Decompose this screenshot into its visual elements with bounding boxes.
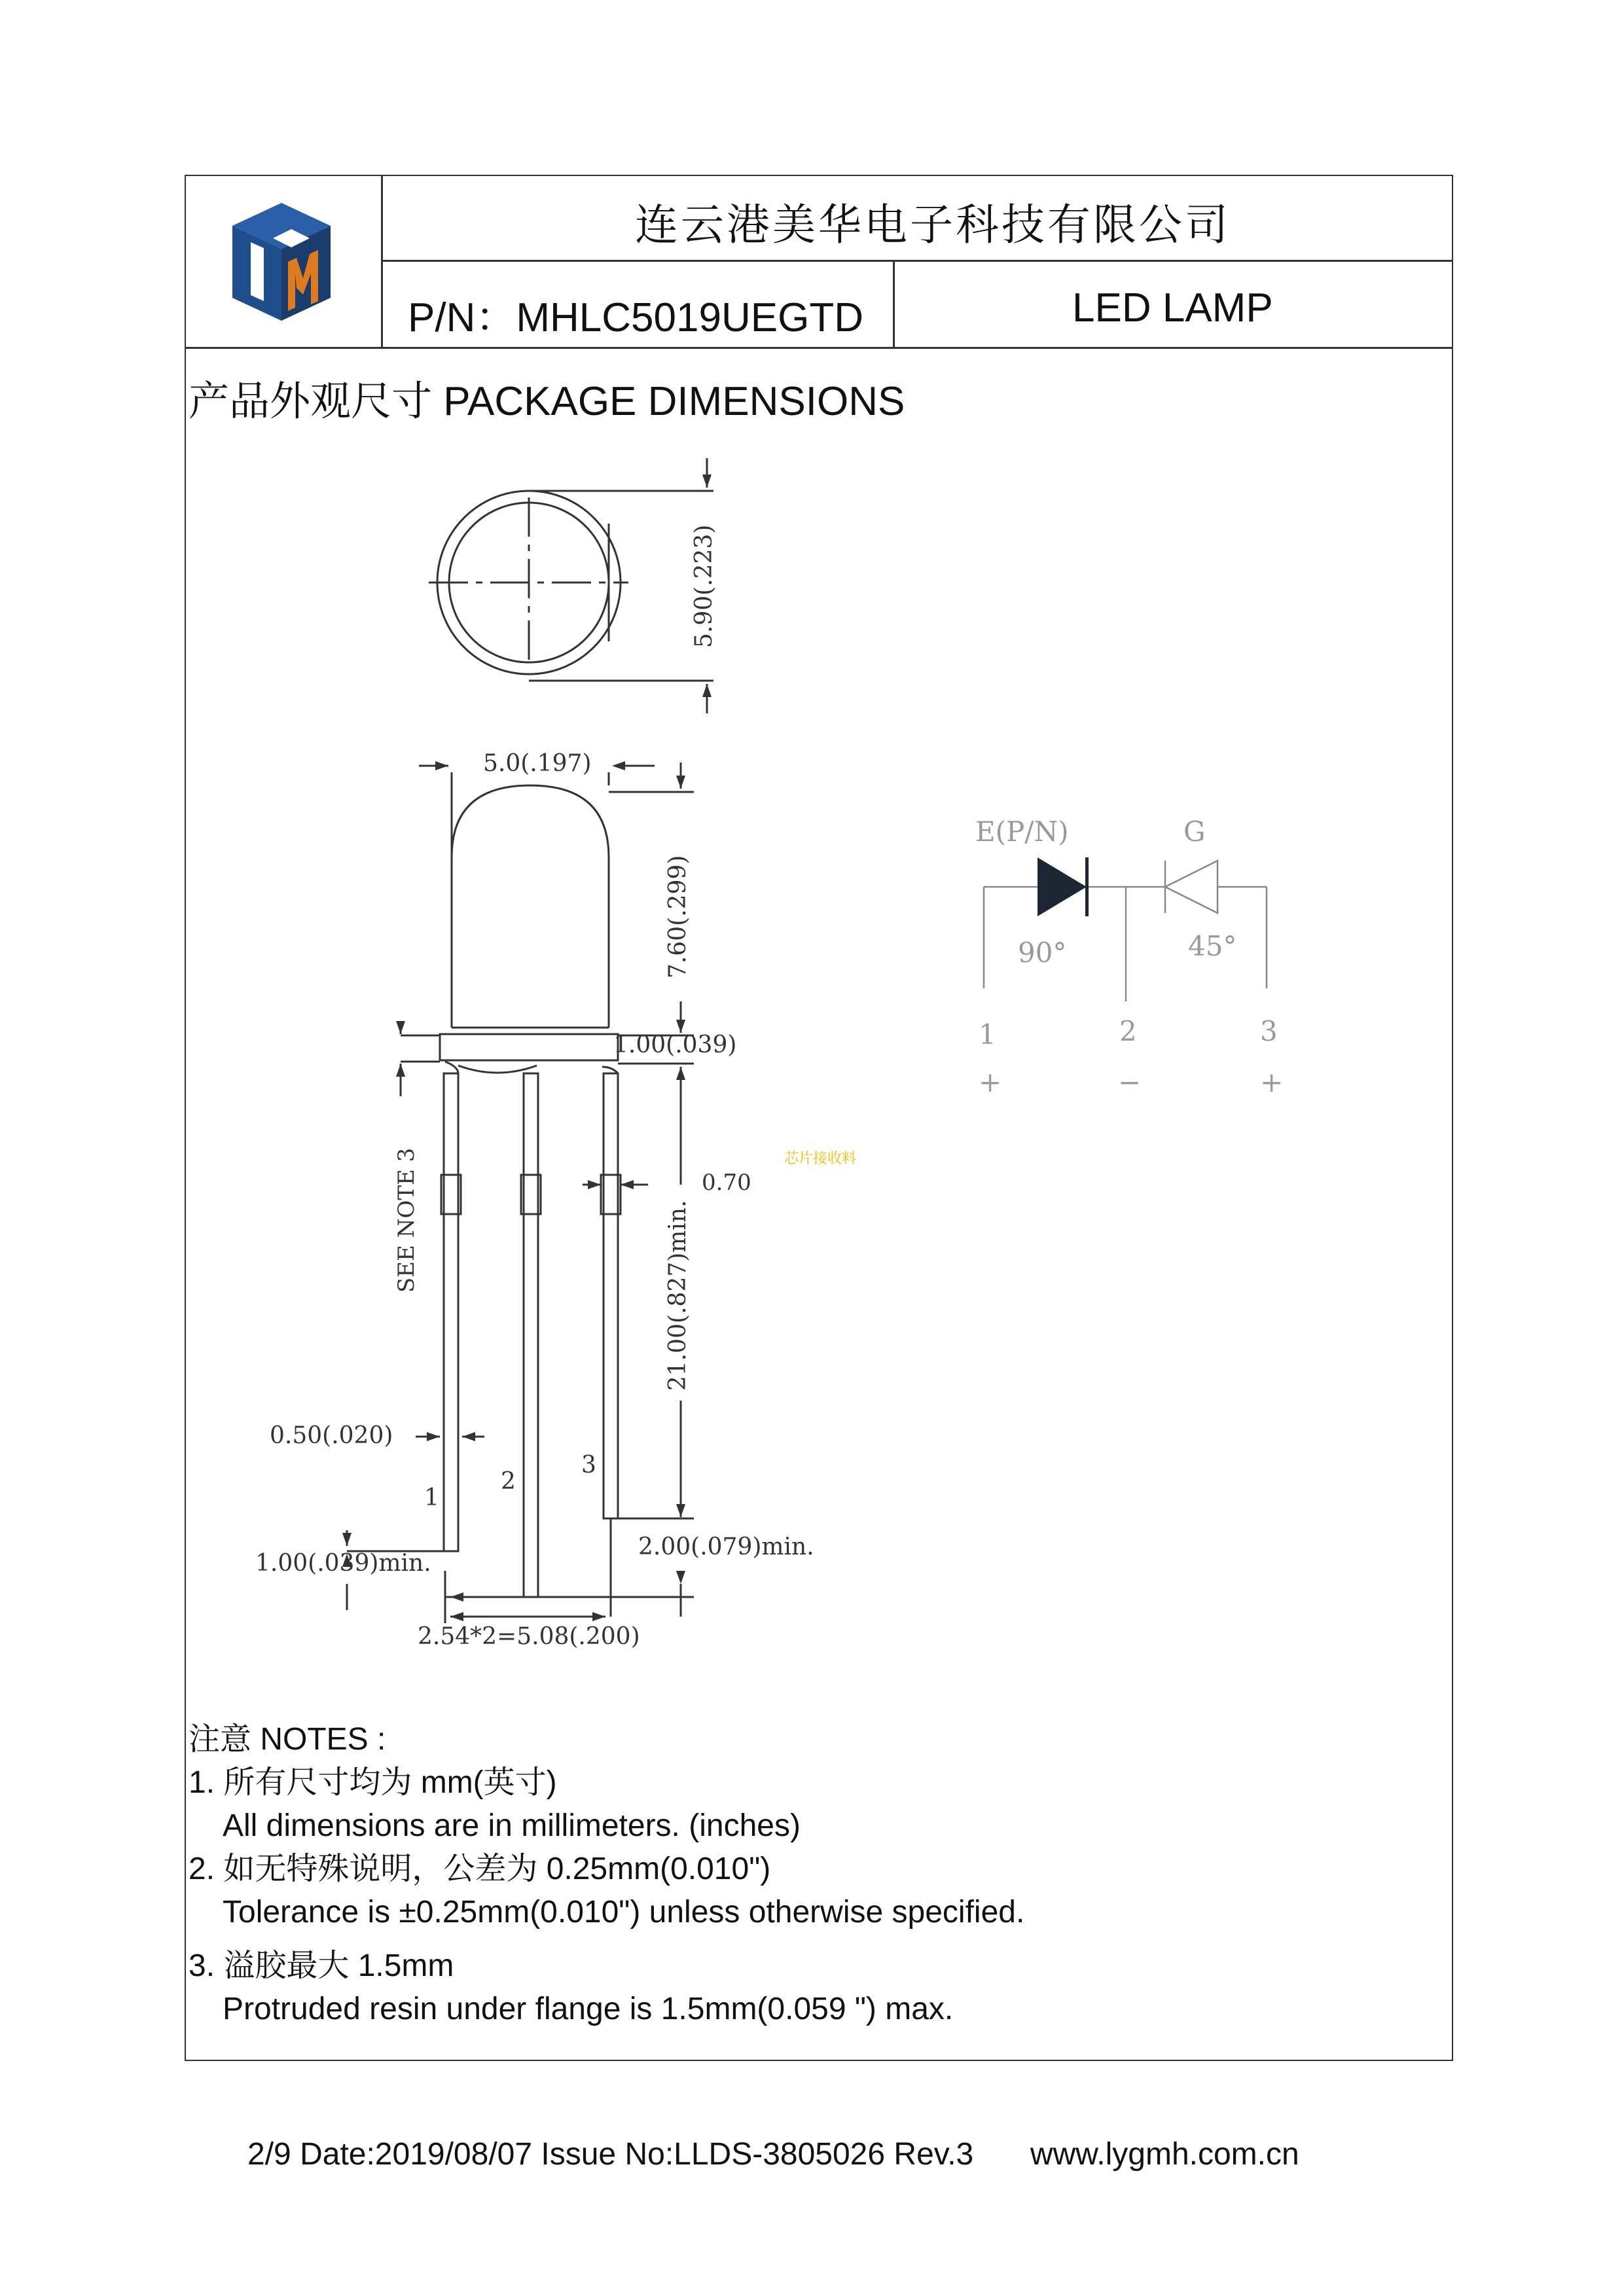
circuit-sign-3: + <box>1260 1066 1284 1098</box>
diode-e-symbol <box>1038 857 1089 916</box>
circuit-angle-e: 90° <box>1018 937 1067 969</box>
circuit-angle-g: 45° <box>1188 930 1237 962</box>
note-1-cn: 1. 所有尺寸均为 mm(英寸) <box>189 1765 557 1800</box>
note-2-cn: 2. 如无特殊说明，公差为 0.25mm(0.010") <box>189 1852 771 1886</box>
circuit-pin-3: 3 <box>1260 1015 1278 1047</box>
company-name: 连云港美华电子科技有限公司 <box>635 200 1231 250</box>
section-title: 产品外观尺寸 PACKAGE DIMENSIONS <box>189 379 905 424</box>
circuit-pin-2: 2 <box>1119 1015 1137 1047</box>
page-footer <box>247 2136 1299 2172</box>
see-note-3: SEE NOTE 3 <box>393 1147 420 1293</box>
pin-1-label: 1 <box>424 1484 439 1511</box>
note-1-en: All dimensions are in millimeters. (inches) <box>223 1808 801 1843</box>
notes-block <box>189 1718 1024 2031</box>
note-3-en: Protruded resin under flange is 1.5mm(0.059 ") max. <box>223 1992 954 2026</box>
dim-top-height: 5.90(.223) <box>691 524 717 648</box>
note-3-cn: 3. 溢胶最大 1.5mm <box>189 1948 454 1983</box>
circuit-sign-2: − <box>1118 1066 1142 1098</box>
notes-title: 注意 NOTES : <box>189 1722 386 1757</box>
dim-lead-end: 2.00(.079)min. <box>638 1534 814 1560</box>
dim-body-width: 5.0(.197) <box>483 750 592 777</box>
dim-body-height: 7.60(.299) <box>664 855 691 978</box>
dim-pitch: 2.54*2=5.08(.200) <box>418 1623 640 1650</box>
pin-2-label: 2 <box>501 1468 516 1495</box>
dim-lead-width: 0.50(.020) <box>270 1422 393 1449</box>
pn-value: MHLC5019UEGTD <box>516 295 863 340</box>
dim-lead-kink: 0.70 <box>702 1170 751 1196</box>
pn-label: P/N： <box>408 295 516 340</box>
circuit-pin-1: 1 <box>979 1018 996 1050</box>
circuit-label-e: E(P/N) <box>975 816 1069 848</box>
dim-lead-offset: 1.00(.039)min. <box>255 1550 431 1577</box>
product-type: LED LAMP <box>1072 285 1273 331</box>
footer-issue: Issue No:LLDS-3805026 Rev.3 <box>541 2137 974 2172</box>
footer-page: 2/9 <box>247 2137 291 2172</box>
dim-flange: 1.00(.039) <box>613 1031 737 1058</box>
footer-date: Date:2019/08/07 <box>300 2137 533 2172</box>
circuit-label-g: G <box>1183 816 1206 848</box>
footer-website[interactable]: www.lygmh.com.cn <box>1030 2137 1299 2172</box>
pin-3-label: 3 <box>581 1452 596 1479</box>
dim-lead-length: 21.00(.827)min. <box>664 1200 691 1391</box>
note-2-en: Tolerance is ±0.25mm(0.010") unless otherwise specified. <box>223 1895 1025 1929</box>
circuit-sign-1: + <box>979 1066 1002 1098</box>
watermark-text: 芯片接收料 <box>784 1151 857 1167</box>
